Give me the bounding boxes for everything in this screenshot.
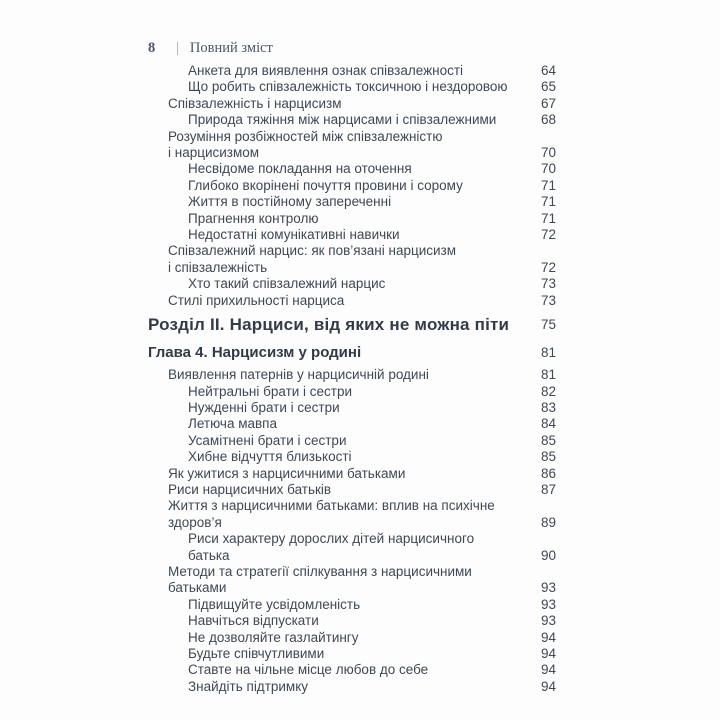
toc-entry-title xyxy=(148,194,528,210)
toc-entry-line: Будьте співчутливими xyxy=(188,646,325,661)
toc-entry xyxy=(148,531,556,564)
toc-entry-line: Підвищуйте усвідомленість xyxy=(188,596,361,612)
toc-entry-title xyxy=(148,466,528,482)
toc-chapter-heading xyxy=(148,344,556,362)
toc-entry xyxy=(148,498,556,531)
toc-entry-title xyxy=(148,531,528,564)
toc-entry-title xyxy=(148,211,528,227)
toc-entry xyxy=(148,433,556,449)
toc-entry-line: Риси характеру дорослих дітей нарцисичного xyxy=(188,531,475,547)
toc-entry-title xyxy=(148,498,528,531)
toc-entry-page: 71 xyxy=(540,210,556,226)
toc-entry-line: Недостатні комунікативні навички xyxy=(188,227,400,243)
toc-entry-line: Розуміння розбіжностей між співзалежністю xyxy=(168,128,443,144)
toc-entry-title xyxy=(148,129,528,162)
toc-entry-page: 86 xyxy=(540,465,556,481)
toc-entry-title xyxy=(148,293,528,309)
toc-part-heading xyxy=(148,315,556,335)
toc-entry-page: 65 xyxy=(540,79,556,95)
toc-entry-page: 75 xyxy=(540,317,556,333)
toc-entry-line: Хто такий співзалежний нарцис xyxy=(188,276,386,292)
toc-entry-line: Життя в постійному запереченні xyxy=(188,194,392,210)
toc-entry-line: Хибне відчуття близькості xyxy=(188,449,352,465)
toc-entry-title xyxy=(148,161,528,177)
toc-entry-line: Глибоко вкорінені почуття провини і сорому xyxy=(188,177,463,193)
toc-entry xyxy=(148,63,556,79)
toc-entry-line: Методи та стратегії спілкування з нарцисичними xyxy=(168,563,472,579)
toc-entry xyxy=(148,161,556,177)
toc-entry-page: 85 xyxy=(540,449,556,465)
toc-entry xyxy=(148,112,556,128)
toc-entry-line: Прагнення контролю xyxy=(188,210,319,226)
toc-entry-title xyxy=(148,243,528,276)
toc-entry-page: 94 xyxy=(540,629,556,645)
toc-entry-page: 84 xyxy=(540,416,556,432)
toc-entry-page: 93 xyxy=(540,580,556,596)
toc-entry-page: 93 xyxy=(540,596,556,612)
toc-entry-title xyxy=(148,367,528,383)
toc-entry-line: Не дозволяйте газлайтингу xyxy=(188,629,359,645)
toc-entry-line: Знайдіть підтримку xyxy=(188,678,309,694)
toc-list xyxy=(148,63,556,695)
toc-entry-title xyxy=(148,384,528,400)
toc-entry-page: 70 xyxy=(540,161,556,177)
toc-entry-line: Виявлення патернів у нарцисичній родині xyxy=(168,367,429,383)
toc-entry-title xyxy=(148,449,528,465)
toc-entry-line: батька xyxy=(188,547,230,563)
toc-entry-line: Розділ ІІ. Нарциси, від яких не можна піти xyxy=(148,315,510,335)
toc-entry xyxy=(148,466,556,482)
toc-entry xyxy=(148,662,556,678)
toc-entry-title xyxy=(148,662,528,678)
toc-entry-page: 89 xyxy=(540,514,556,530)
toc-entry xyxy=(148,564,556,597)
toc-entry xyxy=(148,194,556,210)
toc-entry xyxy=(148,211,556,227)
toc-entry-line: Співзалежність і нарцисизм xyxy=(168,95,342,111)
toc-entry-title xyxy=(148,646,528,662)
page-number: 8 xyxy=(148,40,156,56)
toc-entry-page: 67 xyxy=(540,95,556,111)
toc-entry-title xyxy=(148,227,528,243)
toc-entry xyxy=(148,384,556,400)
toc-entry-title xyxy=(148,630,528,646)
toc-entry xyxy=(148,79,556,95)
toc-entry-line: Глава 4. Нарцисизм у родині xyxy=(148,344,362,362)
toc-entry-page: 90 xyxy=(540,547,556,563)
toc-entry-title xyxy=(148,400,528,416)
toc-entry-page: 68 xyxy=(540,112,556,128)
toc-entry-title xyxy=(148,96,528,112)
toc-entry-line: Усамітнені брати і сестри xyxy=(188,432,347,448)
toc-entry-title xyxy=(148,597,528,613)
toc-entry-title xyxy=(148,79,528,95)
toc-entry-line: Нейтральні брати і сестри xyxy=(188,383,353,399)
toc-entry-title xyxy=(148,112,528,128)
toc-entry-line: Анкета для виявлення ознак співзалежності xyxy=(188,63,464,78)
toc-entry-line: Стилі прихильності нарциса xyxy=(168,292,345,308)
toc-entry-page: 85 xyxy=(540,432,556,448)
toc-entry-page: 72 xyxy=(540,227,556,243)
toc-entry-page: 83 xyxy=(540,399,556,415)
toc-entry-line: Що робить співзалежність токсичною і нездоровою xyxy=(188,79,508,95)
toc-entry-line: Несвідоме покладання на оточення xyxy=(188,161,412,177)
toc-entry-page: 72 xyxy=(540,259,556,275)
toc-entry-line: Природа тяжіння між нарцисами і співзалежними xyxy=(188,112,497,128)
toc-entry-line: Ставте на чільне місце любов до себе xyxy=(188,662,429,678)
toc-entry-page: 71 xyxy=(540,194,556,210)
toc-entry xyxy=(148,367,556,383)
toc-entry xyxy=(148,449,556,465)
toc-entry-page: 71 xyxy=(540,177,556,193)
toc-entry-line: Співзалежний нарцис: як пов’язані нарцисизм xyxy=(168,243,457,259)
toc-entry xyxy=(148,96,556,112)
toc-entry-title xyxy=(148,344,528,362)
toc-entry-title xyxy=(148,613,528,629)
toc-entry-title xyxy=(148,315,528,335)
toc-entry xyxy=(148,679,556,695)
toc-entry-page: 70 xyxy=(540,145,556,161)
toc-entry-page: 94 xyxy=(540,678,556,694)
toc-entry xyxy=(148,597,556,613)
toc-entry xyxy=(148,293,556,309)
toc-entry-title xyxy=(148,63,528,79)
header-separator: | xyxy=(176,40,179,56)
toc-entry-line: батьками xyxy=(168,580,227,596)
toc-entry xyxy=(148,178,556,194)
toc-entry-title xyxy=(148,482,528,498)
toc-entry-line: Нужденні брати і сестри xyxy=(188,399,340,415)
toc-entry-line: і нарцисизмом xyxy=(168,145,260,161)
toc-entry-title xyxy=(148,416,528,432)
toc-entry-line: Життя з нарцисичними батьками: вплив на психічне xyxy=(168,498,495,514)
toc-entry-title xyxy=(148,433,528,449)
toc-entry-title xyxy=(148,178,528,194)
toc-entry-page: 81 xyxy=(540,367,556,383)
toc-entry-line: Риси нарцисичних батьків xyxy=(168,481,332,497)
toc-entry xyxy=(148,613,556,629)
toc-entry xyxy=(148,646,556,662)
toc-entry-page: 94 xyxy=(540,662,556,678)
toc-entry xyxy=(148,129,556,162)
page-header xyxy=(148,40,273,57)
toc-entry-title xyxy=(148,564,528,597)
toc-entry xyxy=(148,630,556,646)
toc-entry-line: і співзалежність xyxy=(168,259,268,275)
toc-entry-line: Навчіться відпускати xyxy=(188,613,319,629)
toc-entry xyxy=(148,416,556,432)
toc-entry xyxy=(148,482,556,498)
toc-entry-line: Летюча мавпа xyxy=(188,416,278,432)
toc-entry xyxy=(148,243,556,276)
toc-entry-page: 93 xyxy=(540,613,556,629)
toc-entry-line: Як ужитися з нарцисичними батьками xyxy=(168,465,406,481)
toc-entry-page: 64 xyxy=(540,63,556,78)
toc-entry xyxy=(148,227,556,243)
toc-entry xyxy=(148,276,556,292)
toc-entry-page: 87 xyxy=(540,481,556,497)
running-title: Повний зміст xyxy=(189,40,273,56)
toc-entry-title xyxy=(148,276,528,292)
toc-entry-page: 73 xyxy=(540,292,556,308)
toc-entry-page: 73 xyxy=(540,276,556,292)
toc-entry xyxy=(148,400,556,416)
toc-entry-page: 82 xyxy=(540,383,556,399)
toc-entry-title xyxy=(148,679,528,695)
toc-entry-page: 94 xyxy=(540,646,556,661)
toc-entry-line: здоров’я xyxy=(168,514,222,530)
toc-entry-page: 81 xyxy=(540,345,556,361)
